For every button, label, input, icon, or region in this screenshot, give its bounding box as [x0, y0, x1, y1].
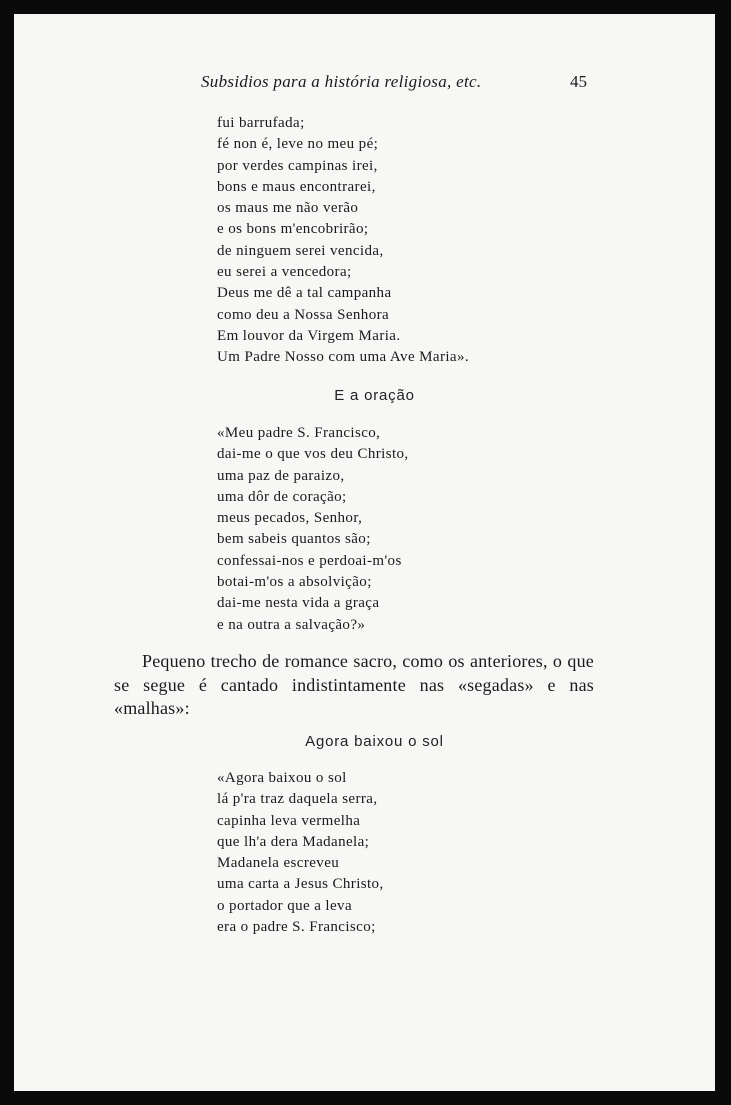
verse-line: lá p'ra traz daquela serra, [217, 791, 378, 808]
verse-line: por verdes campinas irei, [217, 157, 378, 174]
verse-line: dai-me o que vos deu Christo, [217, 446, 409, 463]
verse-line: «Agora baixou o sol [217, 770, 347, 786]
verse-line: fui barrufada; [217, 115, 305, 131]
verse-line: os maus me não verão [217, 200, 359, 217]
section-heading-agora-baixou: Agora baixou o sol [305, 733, 444, 750]
verse-line: botai-m'os a absolvição; [217, 574, 372, 591]
verse-line: confessai-nos e perdoai-m'os [217, 552, 402, 569]
verse-line: Madanela escreveu [217, 855, 340, 872]
verse-line: bem sabeis quantos são; [217, 531, 371, 548]
verse-block-3 [217, 768, 384, 938]
verse-line: como deu a Nossa Senhora [217, 306, 390, 323]
verse-line: fé non é, leve no meu pé; [217, 136, 379, 153]
verse-line: Deus me dê a tal campanha [217, 285, 392, 302]
verse-line: uma paz de paraizo, [217, 467, 345, 484]
verse-line: meus pecados, Senhor, [217, 510, 363, 527]
verse-line: uma carta a Jesus Christo, [217, 876, 384, 893]
verse-line: e na outra a salvação?» [217, 616, 366, 633]
verse-line: bons e maus encontrarei, [217, 178, 376, 195]
verse-line: capinha leva vermelha [217, 812, 361, 829]
book-page [14, 14, 715, 1091]
verse-line: e os bons m'encobrirão; [217, 221, 369, 238]
verse-line: de ninguem serei vencida, [217, 242, 384, 259]
verse-line: Um Padre Nosso com uma Ave Maria». [217, 349, 470, 366]
verse-line: dai-me nesta vida a graça [217, 595, 380, 612]
verse-line: Em louvor da Virgem Maria. [217, 327, 401, 344]
prose-paragraph [114, 650, 594, 721]
verse-block-2 [217, 423, 409, 636]
verse-line: eu serei a vencedora; [217, 264, 352, 281]
verse-line: que lh'a dera Madanela; [217, 833, 370, 850]
verse-line: uma dôr de coração; [217, 488, 347, 505]
verse-line: «Meu padre S. Francisco, [217, 425, 381, 441]
paragraph-text: Pequeno trecho de romance sacro, como os anteriores, o que se segue é cantado indistintamente nas «segadas» e nas «malhas»: [114, 651, 594, 718]
verse-block-1 [217, 113, 469, 369]
verse-line: era o padre S. Francisco; [217, 919, 376, 936]
verse-line: o portador que a leva [217, 897, 353, 914]
page-number: 45 [570, 72, 587, 91]
section-heading-oracao: E a oração [334, 387, 415, 404]
running-title: Subsidios para a história religiosa, etc. [201, 72, 482, 91]
